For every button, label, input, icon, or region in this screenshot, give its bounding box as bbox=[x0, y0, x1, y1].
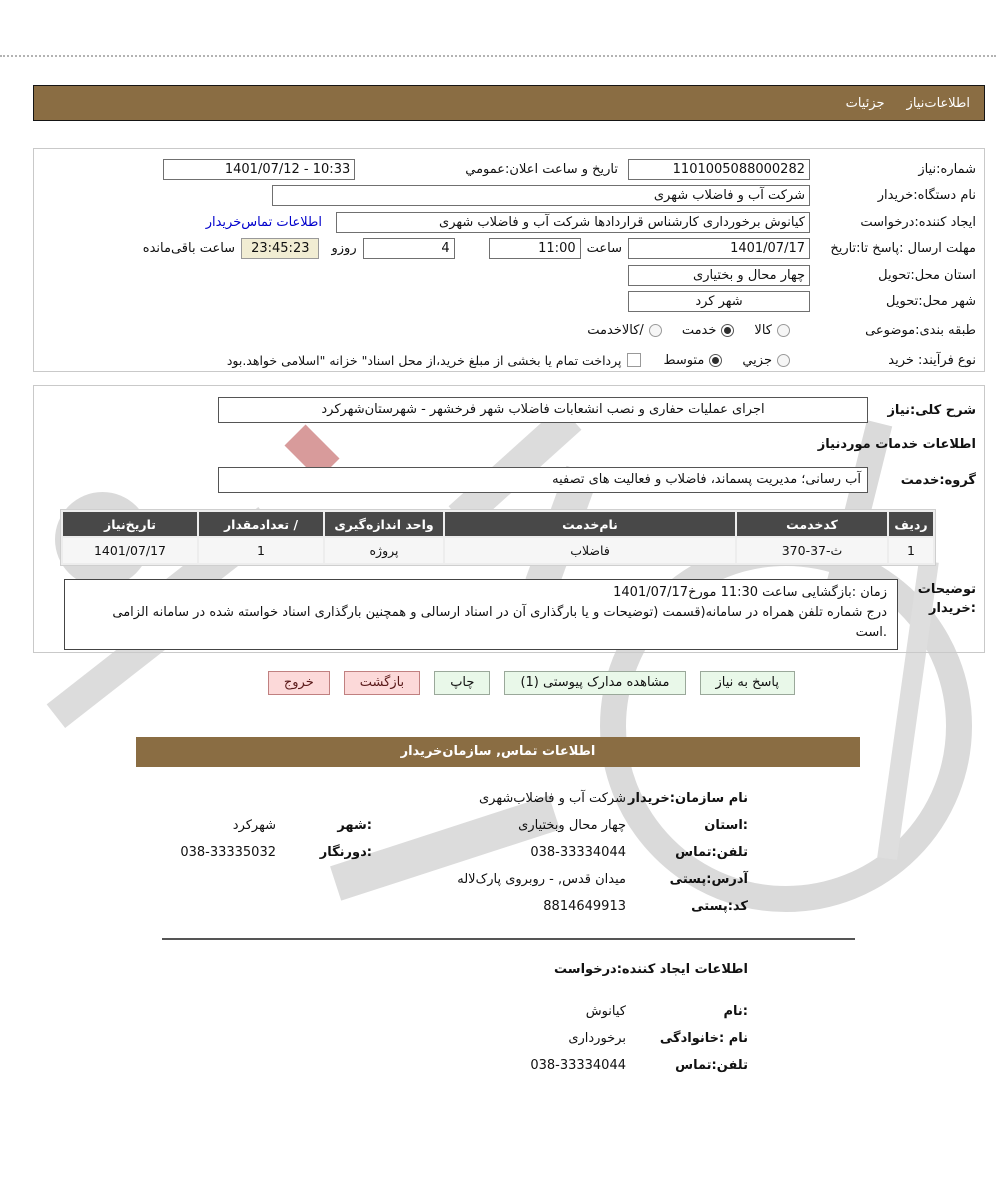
col-quantity: / تعدادمقدار bbox=[199, 512, 323, 536]
row-postal-code bbox=[108, 893, 748, 920]
buyer-contact-header: اطلاعات تماس, سازمان‌خریدار bbox=[136, 737, 860, 767]
phone-label: تلفن:تماس bbox=[675, 845, 748, 860]
need-details-panel bbox=[33, 385, 985, 653]
cell-need-date: 1401/07/17 bbox=[63, 538, 197, 563]
request-summary-panel bbox=[33, 148, 985, 372]
postal-address-value: میدان قدس, - روبروی پارک‌لاله bbox=[457, 872, 626, 887]
exit-button[interactable]: خروج bbox=[268, 671, 330, 695]
classification-label: طبقه بندی:موضوعی bbox=[865, 322, 976, 338]
col-service-name: نام‌خدمت bbox=[445, 512, 735, 536]
row-first-name bbox=[108, 998, 748, 1025]
radio-icon[interactable] bbox=[777, 324, 790, 337]
buyer-notes-label-line1: توضیحات bbox=[917, 582, 976, 597]
announce-datetime-label: تاریخ و ساعت اعلان:عمومي bbox=[465, 161, 618, 177]
deadline-date-input[interactable]: 1401/07/17 bbox=[628, 238, 810, 259]
row-classification bbox=[42, 315, 976, 345]
request-creator-rows bbox=[108, 998, 748, 1079]
org-name-label: نام سازمان:خریدار bbox=[628, 791, 748, 806]
col-need-date: تاریخ‌نیاز bbox=[63, 512, 197, 536]
need-description-input[interactable]: اجرای عملیات حفاری و نصب انشعابات فاضلاب شهر فرخشهر - شهرستان‌شهرکرد bbox=[218, 397, 868, 423]
cell-quantity: 1 bbox=[199, 538, 323, 563]
row-deadline bbox=[42, 236, 976, 263]
services-table bbox=[60, 509, 936, 566]
service-group-label: گروه:خدمت bbox=[900, 472, 976, 488]
col-unit: واحد اندازه‌گیری bbox=[325, 512, 443, 536]
cell-service-name: فاضلاب bbox=[445, 538, 735, 563]
buyer-contact-link[interactable]: اطلاعات تماس‌خریدار bbox=[205, 214, 322, 230]
radio-option-label: کالا bbox=[754, 322, 772, 338]
buyer-contact-rows bbox=[108, 785, 748, 920]
delivery-city-input[interactable]: شهر کرد bbox=[628, 291, 810, 312]
tab-details[interactable]: جزئیات bbox=[845, 95, 885, 111]
postal-code-label: کد:پستی bbox=[691, 899, 748, 914]
first-name-value: کیانوش bbox=[585, 1004, 626, 1019]
radio-icon-selected[interactable] bbox=[721, 324, 734, 337]
buyer-notes-label bbox=[898, 579, 976, 650]
row-process-type bbox=[42, 345, 976, 375]
table-row bbox=[63, 538, 933, 563]
buyer-org-input[interactable]: شرکت آب و فاضلاب شهری bbox=[272, 185, 810, 206]
deadline-days-input[interactable]: 4 bbox=[363, 238, 455, 259]
fax-value: 038-33335032 bbox=[180, 845, 276, 860]
request-creator-heading: اطلاعات ایجاد کننده:درخواست bbox=[554, 962, 748, 977]
radio-option-service[interactable] bbox=[682, 323, 735, 338]
process-type-label: نوع فرآیند: خرید bbox=[888, 352, 976, 368]
action-buttons bbox=[268, 671, 795, 695]
row-org-name bbox=[108, 785, 748, 812]
buyer-notes-box bbox=[64, 579, 898, 650]
radio-option-minor[interactable] bbox=[742, 353, 790, 368]
buyer-org-label: نام دستگاه:خریدار bbox=[877, 188, 976, 204]
remaining-time-badge: 23:45:23 bbox=[241, 238, 319, 259]
col-service-code: کدخدمت bbox=[737, 512, 887, 536]
fax-label: :دورنگار bbox=[319, 845, 372, 860]
section-divider bbox=[162, 938, 855, 940]
cell-unit: پروژه bbox=[325, 538, 443, 563]
delivery-province-input[interactable]: چهار محال و بختیاری bbox=[628, 265, 810, 286]
postal-address-label: آدرس:پستی bbox=[669, 872, 748, 887]
row-last-name bbox=[108, 1025, 748, 1052]
back-button[interactable]: بازگشت bbox=[344, 671, 420, 695]
row-need-description bbox=[42, 397, 976, 423]
buyer-notes-line: زمان :بازگشایی ساعت 11:30 مورخ1401/07/17 bbox=[613, 585, 887, 600]
view-attachments-button[interactable]: مشاهده مدارک پیوستی (1) bbox=[504, 671, 685, 695]
delivery-city-label: شهر محل:تحویل bbox=[886, 294, 976, 310]
cell-service-code: ث-37-370 bbox=[737, 538, 887, 563]
org-name-value: شرکت آب و فاضلاب‌شهری bbox=[479, 791, 626, 806]
service-group-input[interactable]: آب رسانی؛ مدیریت پسماند، فاضلاب و فعالیت های تصفیه bbox=[218, 467, 868, 493]
cell-row-index: 1 bbox=[889, 538, 933, 563]
province-value: چهار محال وبختیاری bbox=[518, 818, 626, 833]
postal-code-value: 8814649913 bbox=[543, 899, 626, 914]
phone-value: 038-33334044 bbox=[530, 845, 626, 860]
print-button[interactable]: چاپ bbox=[434, 671, 490, 695]
row-postal-address bbox=[108, 866, 748, 893]
deadline-days-label: روزو bbox=[331, 241, 357, 257]
row-delivery-city bbox=[42, 289, 976, 316]
top-dotted-divider bbox=[0, 55, 996, 57]
radio-option-medium[interactable] bbox=[663, 353, 722, 368]
need-description-label: شرح کلی:نیاز bbox=[887, 402, 976, 418]
radio-option-label: جزيي bbox=[742, 352, 772, 368]
respond-button[interactable]: پاسخ به نیاز bbox=[700, 671, 796, 695]
row-creator-phone bbox=[108, 1052, 748, 1079]
services-heading: اطلاعات خدمات موردنیاز bbox=[817, 437, 976, 452]
request-creator-input[interactable]: کیانوش برخورداری کارشناس قراردادها شرکت آب و فاضلاب شهری bbox=[336, 212, 810, 233]
radio-option-label: متوسط bbox=[663, 352, 705, 368]
row-request-creator bbox=[42, 209, 976, 236]
creator-phone-value: 038-33334044 bbox=[530, 1058, 626, 1073]
city-label: :شهر bbox=[337, 818, 372, 833]
request-creator-label: ایجاد کننده:درخواست bbox=[860, 214, 976, 230]
tab-bar bbox=[33, 85, 985, 121]
radio-icon[interactable] bbox=[649, 324, 662, 337]
row-service-group bbox=[42, 467, 976, 493]
radio-option-label: /کالاخدمت bbox=[587, 322, 644, 338]
deadline-time-label: ساعت bbox=[586, 241, 622, 257]
need-number-label: شماره:نیاز bbox=[918, 161, 976, 177]
buyer-notes-label-line2: :خریدار bbox=[929, 600, 976, 616]
row-buyer-org bbox=[42, 183, 976, 210]
row-buyer-notes bbox=[42, 579, 976, 650]
row-phone-fax bbox=[108, 839, 748, 866]
radio-option-goods-service[interactable] bbox=[587, 323, 662, 338]
announce-datetime-input[interactable]: 10:33 - 1401/07/12 bbox=[163, 159, 355, 180]
buyer-notes-line: درج شماره تلفن همراه در سامانه(قسمت (توضیحات و یا بارگذاری آن در اسناد ارسالی و همچنین بارگذاری اسناد خواسته شده در سامانه الزامی bbox=[112, 605, 887, 621]
row-province-city bbox=[108, 812, 748, 839]
radio-option-label: خدمت bbox=[681, 322, 717, 338]
radio-icon-selected[interactable] bbox=[709, 354, 722, 367]
treasury-checkbox-label: پرداخت تمام یا بخشی از مبلغ خرید،از محل اسناد" خزانه "اسلامی خواهد.بود bbox=[226, 352, 622, 368]
deadline-label: مهلت ارسال :پاسخ تا:تاریخ bbox=[830, 241, 976, 257]
first-name-label: :نام bbox=[723, 1004, 748, 1019]
tab-need-info[interactable]: اطلاعات‌نیاز bbox=[906, 95, 970, 111]
buyer-notes-line: .است bbox=[855, 625, 887, 641]
need-number-input[interactable]: 1101005088000282 bbox=[628, 159, 810, 180]
col-row-index: ردیف bbox=[889, 512, 933, 536]
remaining-time-label: ساعت باقی‌مانده bbox=[142, 241, 236, 257]
row-delivery-province bbox=[42, 262, 976, 289]
last-name-value: برخورداری bbox=[568, 1031, 626, 1046]
radio-icon[interactable] bbox=[777, 354, 790, 367]
city-value: شهرکرد bbox=[232, 818, 276, 833]
services-table-header-row bbox=[63, 512, 933, 536]
last-name-label: نام :خانوادگی bbox=[659, 1031, 748, 1046]
treasury-checkbox[interactable] bbox=[627, 353, 641, 367]
province-label: :استان bbox=[704, 818, 748, 833]
delivery-province-label: استان محل:تحویل bbox=[878, 267, 976, 283]
deadline-time-input[interactable]: 11:00 bbox=[489, 238, 581, 259]
radio-option-goods[interactable] bbox=[754, 323, 790, 338]
row-need-number bbox=[42, 156, 976, 183]
creator-phone-label: تلفن:تماس bbox=[675, 1058, 748, 1073]
